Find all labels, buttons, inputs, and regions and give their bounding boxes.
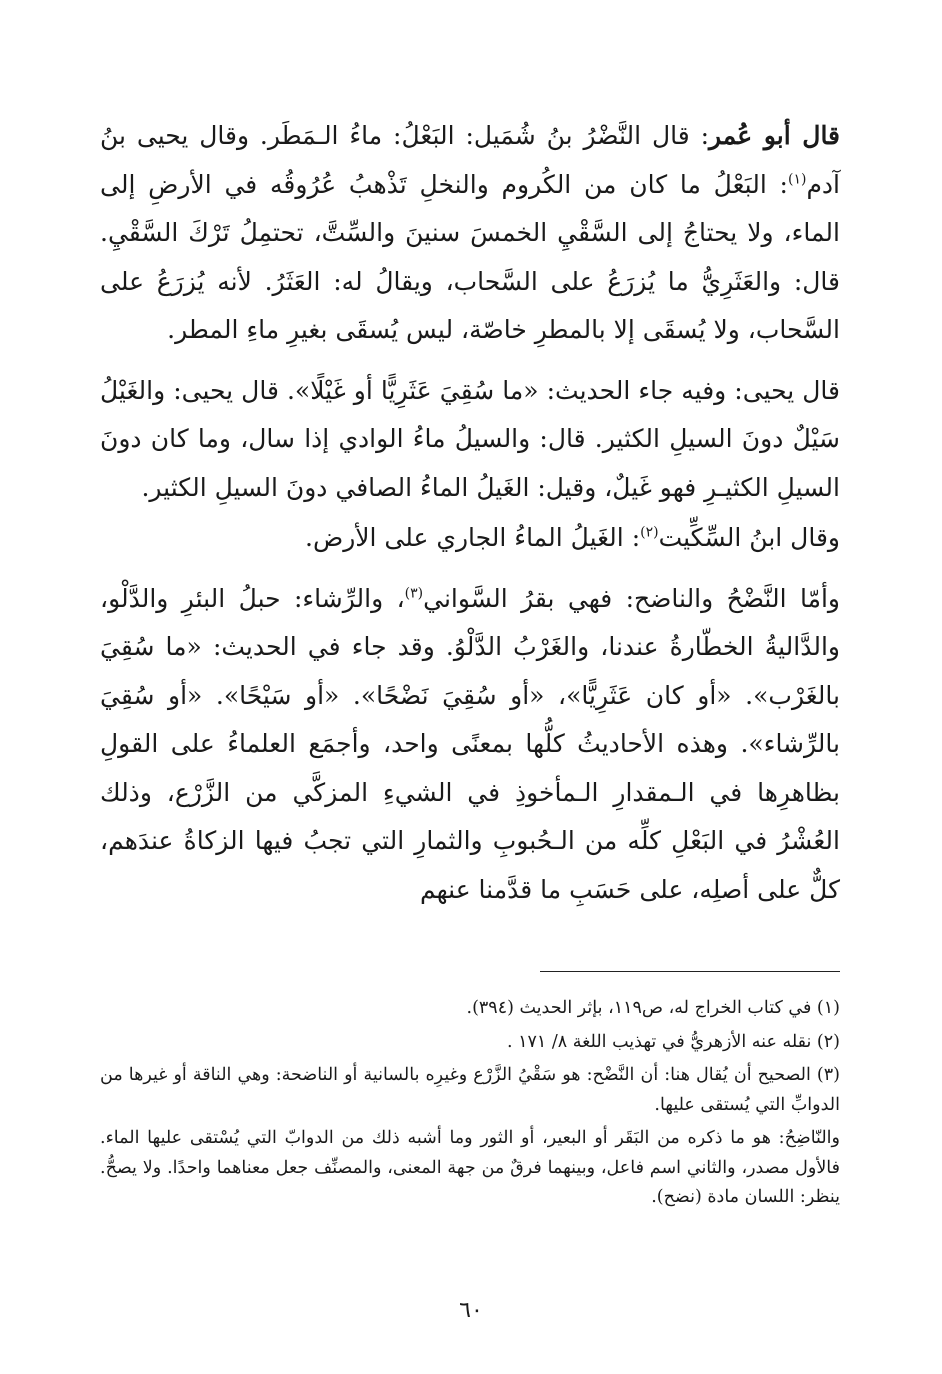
footnote-ref-3[interactable]: (٣) [404,585,424,602]
footnote-ref-1[interactable]: (١) [787,171,807,188]
paragraph-text: وقال ابنُ السِّكِّيت [658,523,840,552]
paragraph-text: : قال النَّضْرُ بنُ شُمَيل: البَعْلُ: ماءُ الـمَطَر. وقال يحيى بنُ آدم [100,121,840,199]
paragraph-text: : الغَيلُ الماءُ الجاري على الأرض. [305,523,641,552]
paragraph-3 [100,514,840,563]
paragraph-1 [100,112,840,355]
paragraph-2 [100,367,840,513]
paragraph-text: : البَعْلُ ما كان من الكُروم والنخلِ تَذْهبُ عُرُوقُه في الأرضِ إلى الماء، ولا يحتاجُ إلى السَّقْيِ الخمسَ سنينَ والسِّتَّ، تحتمِلُ تَرْكَ السَّقْيِ. قال: والعَثَرِيُّ ما يُزرَعُ على السَّحاب، ويقالُ له: العَثَرُ. لأنه يُزرَعُ على السَّحاب، ولا يُسقَى إلا بالمطرِ خاصّة، ليس يُسقَى بغيرِ ماءِ المطر. [100,169,840,344]
footnote-1: (١) في كتاب الخراج له، ص١١٩، بإثر الحديث (٣٩٤). [466,998,840,1018]
paragraph-text: ، والرِّشاء: حبلُ البئرِ والدَّلْو، والدَّاليةُ الخطّارةُ عندنا، والغَرْبُ الدَّلْوُ. وقد جاء في الحديث: «ما سُقِيَ بالغَرْب». «أو كان عَثَرِيًّا»، «أو سُقِيَ نَضْحًا». «أو سَيْحًا». «أو سُقِيَ بالرِّشاء». وهذه الأحاديثُ كلُّها بمعنًى واحد، وأجمَع العلماءُ على القولِ بظاهرِها في الـمقدارِ الـمأخوذِ في الشيءِ المزكَّي من الزَّرْع، وذلك العُشْرُ في البَعْلِ كلِّه من الـحُبوبِ والثمارِ التي تجبُ فيها الزكاةُ عندَهم، كلٌّ على أصلِه، على حَسَبِ ما قدَّمنا عنهم [100,583,840,904]
paragraph-4 [100,575,840,915]
footnotes [100,994,840,1213]
main-text [100,112,840,914]
paragraph-text: وأمّا النَّضْحُ والناضح: فهي بقرُ السَّواني [423,583,840,613]
paragraph-text: قال يحيى: وفيه جاء الحديث: «ما سُقِيَ عَثَرِيًّا أو غَيْلًا». قال يحيى: والغَيْلُ سَيْلٌ دونَ السيلِ الكثير. قال: والسيلُ ماءُ الوادي إذا سال، وما كان دونَ السيلِ الكثيـرِ فهو غَيلٌ، وقيل: الغَيلُ الماءُ الصافي دونَ السيلِ الكثير. [100,375,840,502]
footnote-2: (٢) نقله عنه الأزهريُّ في تهذيب اللغة ٨/ ١٧١ . [506,1031,840,1052]
footnote-divider [540,971,840,972]
footnote-3: (٣) الصحيح أن يُقال هنا: أن النَّضْح: هو سَقْيُ الزَّرْع وغيرِه بالسانية أو الناضحة: وهي الناقة أو غيرها من الدوابِّ التي يُستقى عليها. [100,1065,840,1115]
footnote-3-continuation: والنّاضِحُ: هو ما ذكره من البَقَر أو البعير، أو الثور وما أشبه ذلك من الدوابّ التي يُسْتقى عليها الماء. فالأول مصدر، والثاني اسم فاعل، وبينهما فرقٌ من جهة المعنى، والمصنِّف جعل معناهما واحدًا. ولا يصحُّ. ينظر: اللسان مادة (نضح). [100,1128,840,1207]
paragraph-lead: قال أبو عُمر [709,121,841,150]
page-number: ٦٠ [459,1298,483,1323]
footnote-ref-2[interactable]: (٢) [640,524,659,541]
